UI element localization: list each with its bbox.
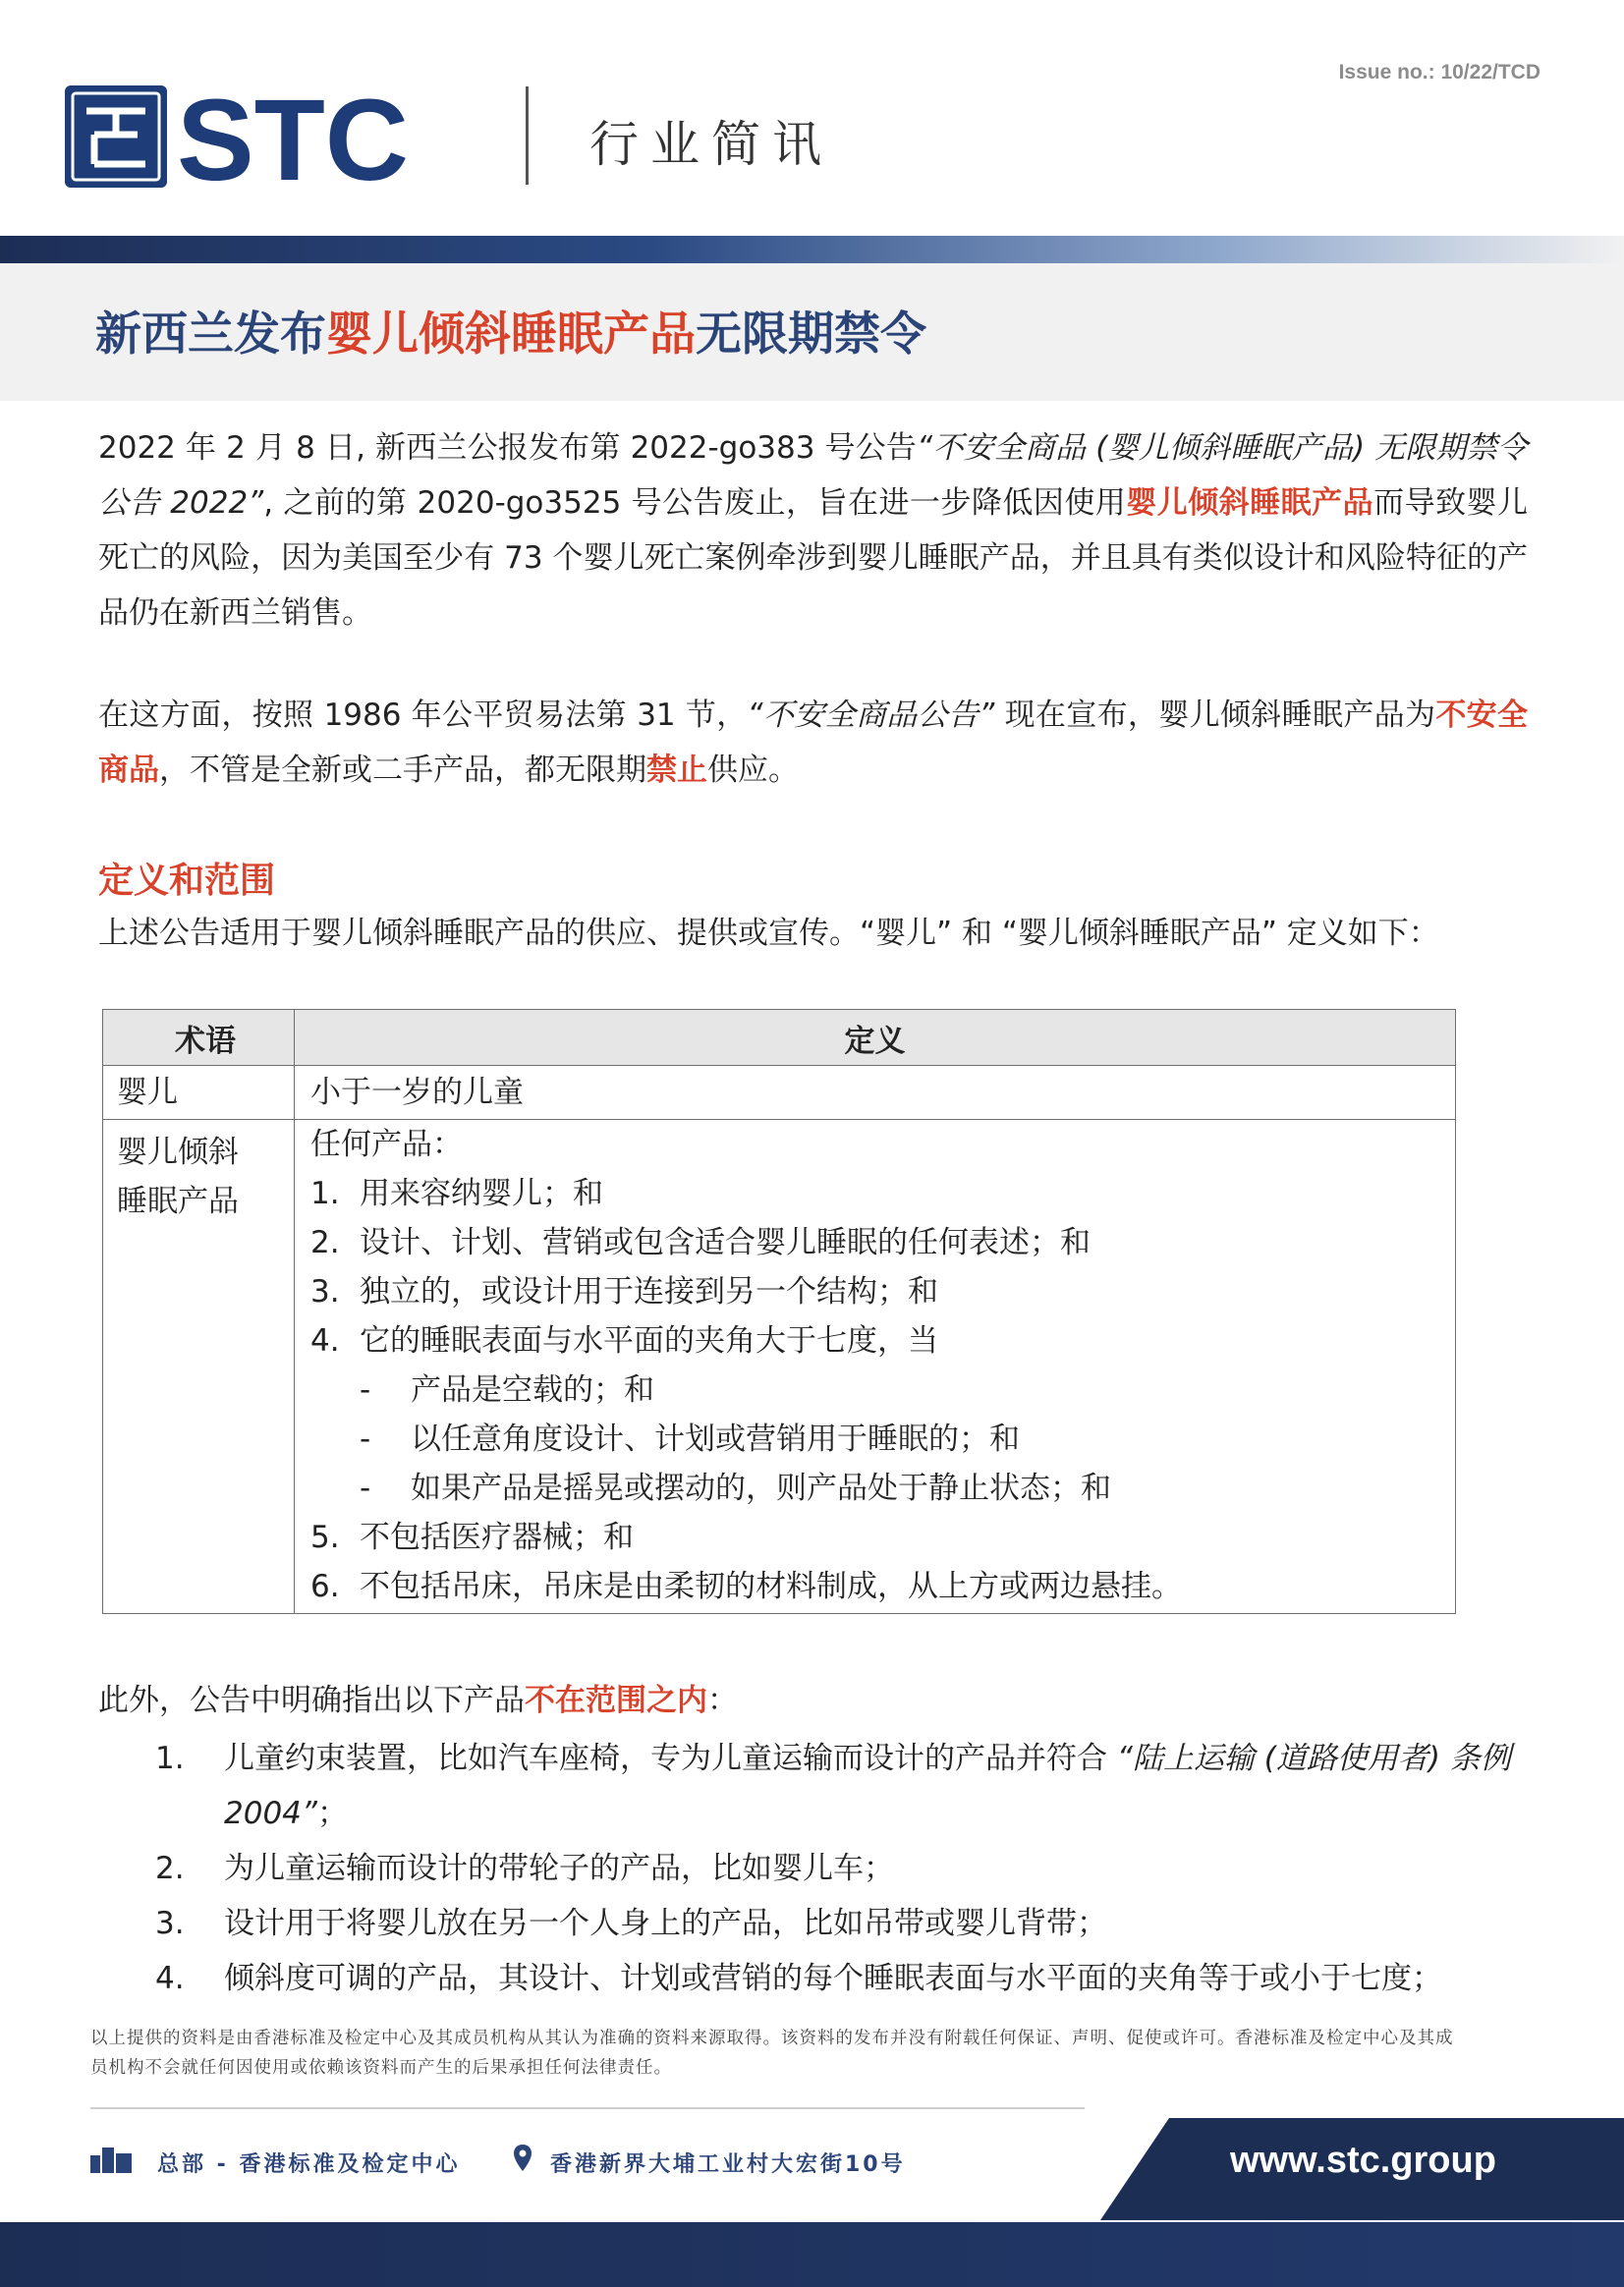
intro-highlight: 不在范围之内	[525, 1683, 707, 1718]
item-number: 1.	[155, 1741, 185, 1776]
paragraph-2	[98, 688, 1528, 798]
item-text: 它的睡眠表面与水平面的夹角大于七度，当	[360, 1323, 938, 1359]
list-item	[310, 1218, 1455, 1267]
item-text: 不包括医疗器械；和	[360, 1520, 634, 1555]
address: 香港新界大埔工业村大宏街10号	[550, 2152, 906, 2177]
list-item	[310, 1169, 1455, 1218]
definition-table	[102, 1009, 1456, 1614]
item-number: 2.	[155, 1851, 185, 1886]
sub-item-text: 产品是空载的；和	[411, 1372, 654, 1408]
intro-colon: ：	[707, 1683, 738, 1718]
out-of-scope-list	[155, 1731, 1531, 2006]
title-part-3: 无限期禁令	[696, 307, 926, 362]
p1-highlight: 婴儿倾斜睡眠产品	[1126, 485, 1374, 521]
title-part-1: 新西兰发布	[95, 307, 326, 362]
table-row	[103, 1120, 1456, 1614]
item-number: 6.	[310, 1569, 340, 1604]
p2-text-1: 在这方面，按照 1986 年公平贸易法第 31 节，	[98, 697, 748, 733]
scope-intro: 上述公告适用于婴儿倾斜睡眠产品的供应、提供或宣传。“婴儿” 和 “婴儿倾斜睡眠产品” 定义如下：	[98, 916, 1439, 951]
title-part-2: 婴儿倾斜睡眠产品	[326, 307, 696, 362]
def-intro: 任何产品：	[310, 1127, 463, 1162]
header-term: 术语	[103, 1010, 295, 1066]
building-icon	[88, 2144, 134, 2173]
p2-text-3: ，不管是全新或二手产品，都无限期	[159, 753, 646, 788]
item-text: 独立的，或设计用于连接到另一个结构；和	[360, 1274, 938, 1310]
issue-number: Issue no.: 10/22/TCD	[1338, 61, 1540, 84]
p1-text-2: , 之前的第 2020-go3525 号公告废止，旨在进一步降低因使用	[263, 485, 1127, 521]
stc-logo	[65, 84, 458, 190]
header-definition: 定义	[295, 1010, 1456, 1066]
bottom-bar	[0, 2222, 1624, 2287]
item-number: 3.	[155, 1906, 185, 1941]
list-item	[155, 1731, 1531, 1841]
footer-divider	[90, 2107, 1085, 2109]
term-line-2: 睡眠产品	[117, 1184, 239, 1219]
header-divider	[526, 86, 529, 185]
sub-item-text: 以任意角度设计、计划或营销用于睡眠的；和	[411, 1422, 1020, 1457]
term-line-1: 婴儿倾斜	[117, 1135, 239, 1170]
website-link[interactable]: www.stc.group	[1230, 2140, 1496, 2181]
disclaimer: 以上提供的资料是由香港标准及检定中心及其成员机构从其认为准确的资料来源取得。该资料的发布并没有附载任何保证、声明、促使或许可。香港标准及检定中心及其成员机构不会就任何因使用或依赖该资料而产生的后果承担任何法律责任。	[90, 2029, 1454, 2078]
section-title: 行业简讯	[589, 116, 833, 173]
p2-text-2: 现在宣布，婴儿倾斜睡眠产品为	[994, 697, 1436, 733]
table-row	[103, 1066, 1456, 1120]
item-number: 4.	[310, 1323, 340, 1359]
list-item	[310, 1562, 1455, 1611]
sub-item	[310, 1415, 1455, 1464]
list-item	[155, 1841, 1531, 1896]
p1-text-1: 2022 年 2 月 8 日, 新西兰公报发布第 2022-go383 号公告	[98, 430, 918, 466]
term-infant: 婴儿	[103, 1066, 295, 1120]
p1-text-3: 而导致婴儿死亡的风险，因为美国至少有 73 个婴儿死亡案例牵涉到婴儿睡眠产品，并且具有类似设计和风险特征的产品仍在新西兰销售。	[98, 485, 1529, 631]
item-number: 4.	[155, 1961, 185, 1996]
list-item	[310, 1267, 1455, 1316]
scope-heading: 定义和范围	[98, 861, 276, 901]
p2-highlight-1: 不安全商品	[98, 697, 1528, 788]
list-item	[155, 1896, 1531, 1951]
item-text: 为儿童运输而设计的带轮子的产品，比如婴儿车；	[224, 1851, 894, 1886]
dash-marker: -	[360, 1471, 371, 1506]
logo-text: STC	[177, 84, 409, 190]
table-header-row	[103, 1010, 1456, 1066]
item-text: 倾斜度可调的产品，其设计、计划或营销的每个睡眠表面与水平面的夹角等于或小于七度；	[224, 1961, 1442, 1996]
p1-notice-title: “不安全商品 (婴儿倾斜睡眠产品) 无限期禁令公告 2022”	[98, 430, 1528, 521]
term-inclined-sleep-product	[103, 1120, 295, 1614]
item-text: 不包括吊床，吊床是由柔韧的材料制成，从上方或两边悬挂。	[360, 1569, 1182, 1604]
item-number: 5.	[310, 1520, 340, 1555]
headquarters-label: 总部 - 香港标准及检定中心	[157, 2152, 461, 2177]
list-item	[310, 1316, 1455, 1366]
item-number: 3.	[310, 1274, 340, 1310]
paragraph-1	[98, 420, 1528, 641]
location-pin-icon	[513, 2144, 532, 2173]
list-item	[310, 1513, 1455, 1562]
dash-marker: -	[360, 1372, 371, 1408]
sub-item	[310, 1366, 1455, 1415]
p2-notice-title: “不安全商品公告”	[747, 697, 995, 733]
sub-item	[310, 1464, 1455, 1513]
page-title	[95, 298, 926, 363]
item-text: 设计、计划、营销或包含适合婴儿睡眠的任何表述；和	[360, 1225, 1091, 1260]
item-regulation: “陆上运输 (道路使用者) 条例 2004”	[224, 1741, 1511, 1831]
item-text: 儿童约束装置，比如汽车座椅，专为儿童运输而设计的产品并符合	[224, 1741, 1117, 1776]
out-of-scope-intro	[98, 1673, 738, 1728]
title-stripe	[0, 236, 1624, 263]
p2-highlight-2: 禁止	[646, 753, 707, 788]
p2-text-4: 供应。	[707, 753, 799, 788]
def-inclined-sleep-product	[295, 1120, 1456, 1614]
list-item	[155, 1951, 1531, 2006]
item-punct: ；	[316, 1796, 348, 1831]
sub-item-text: 如果产品是摇晃或摆动的，则产品处于静止状态；和	[411, 1471, 1111, 1506]
def-infant: 小于一岁的儿童	[295, 1066, 1456, 1120]
footer-wedge	[1100, 2118, 1169, 2220]
dash-marker: -	[360, 1422, 371, 1457]
item-number: 1.	[310, 1176, 340, 1211]
item-number: 2.	[310, 1225, 340, 1260]
item-text: 用来容纳婴儿；和	[360, 1176, 603, 1211]
item-text: 设计用于将婴儿放在另一个人身上的产品，比如吊带或婴儿背带；	[224, 1906, 1107, 1941]
intro-text: 此外，公告中明确指出以下产品	[98, 1683, 525, 1718]
